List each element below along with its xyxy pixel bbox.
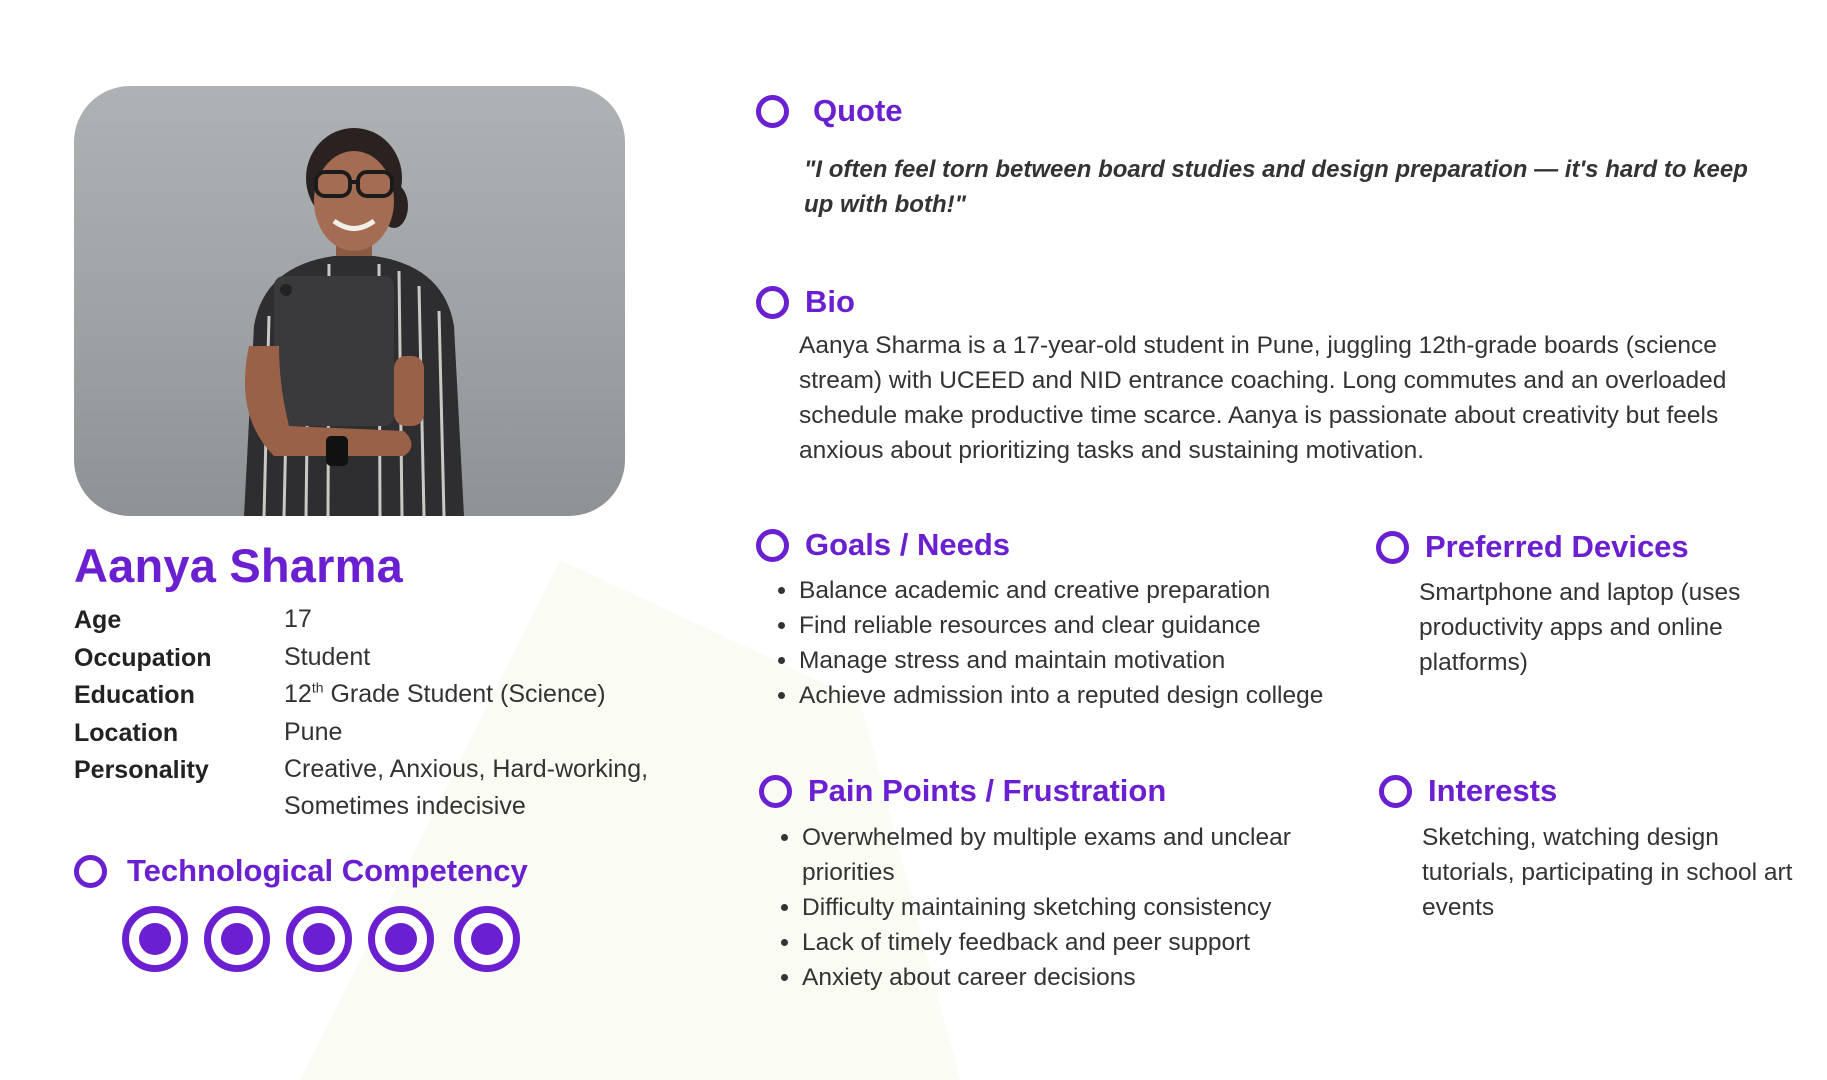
rating-dot-filled [454,906,520,972]
goals-list [771,573,1399,713]
personality-line-2: Sometimes indecisive [284,792,526,820]
education-grade: 12 [284,680,312,708]
education-text: Grade Student (Science) [323,680,606,708]
persona-photo [74,86,625,516]
circle-icon [759,775,792,808]
quote-heading [756,93,903,129]
list-item: • Balance academic and creative preparation [799,573,1399,608]
list-item: • Lack of timely feedback and peer support [802,925,1362,960]
rating-dot-filled [204,906,270,972]
circle-icon [1376,531,1409,564]
list-item: • Difficulty maintaining sketching consistency [802,890,1362,925]
persona-name: Aanya Sharma [74,539,403,592]
list-item: • Overwhelmed by multiple exams and unclear priorities [802,820,1362,890]
goals-heading [756,527,1010,563]
goals-title: Goals / Needs [805,527,1011,562]
detail-value: Student [284,643,371,671]
bio-heading [756,284,855,320]
bio-text: Aanya Sharma is a 17-year-old student in Pune, juggling 12th-grade boards (science stream) with UCEED and NID entrance coaching. Long commutes and an overloaded schedule make productive time scarce. Aanya is passionate about creativity but feels anxious about prioritizing tasks and sustaining motivation. [799,332,1727,464]
tech-competency-rating [122,906,522,972]
circle-icon [74,855,107,888]
rating-dot-filled [122,906,188,972]
bio-title: Bio [805,284,855,319]
person-illustration [74,86,625,516]
education-grade-suffix: th [311,679,324,696]
detail-value: 17 [284,605,312,633]
pain-points-title: Pain Points / Frustration [808,773,1167,808]
interests-heading [1379,773,1557,809]
circle-icon [1379,775,1412,808]
quote-title: Quote [813,93,903,128]
devices-text: Smartphone and laptop (uses productivity apps and online platforms) [1419,579,1741,676]
detail-value [284,751,648,825]
quote-text: "I often feel torn between board studies and design preparation — it's hard to keep up with both!" [804,156,1748,218]
interests-text: Sketching, watching design tutorials, participating in school art events [1422,824,1793,921]
tech-competency-title: Technological Competency [127,853,528,888]
tech-competency-heading [74,853,528,889]
circle-icon [756,95,789,128]
list-item: • Find reliable resources and clear guidance [799,608,1399,643]
detail-label: Personality [74,756,209,784]
pain-points-list [774,820,1362,995]
personality-line-1: Creative, Anxious, Hard-working, [284,755,649,783]
devices-heading [1376,529,1689,565]
list-item: • Anxiety about career decisions [802,960,1362,995]
detail-label: Occupation [74,644,212,672]
rating-dot-filled [368,906,434,972]
devices-title: Preferred Devices [1425,529,1689,564]
detail-value: Pune [284,718,343,746]
circle-icon [756,529,789,562]
detail-label: Location [74,719,179,747]
circle-icon [756,286,789,319]
detail-value [284,676,606,713]
pain-points-heading [759,773,1166,809]
detail-label: Education [74,681,195,709]
list-item: • Achieve admission into a reputed design college [799,678,1399,713]
list-item: • Manage stress and maintain motivation [799,643,1399,678]
detail-label: Age [74,606,122,634]
interests-title: Interests [1428,773,1558,808]
rating-dot-filled [286,906,352,972]
